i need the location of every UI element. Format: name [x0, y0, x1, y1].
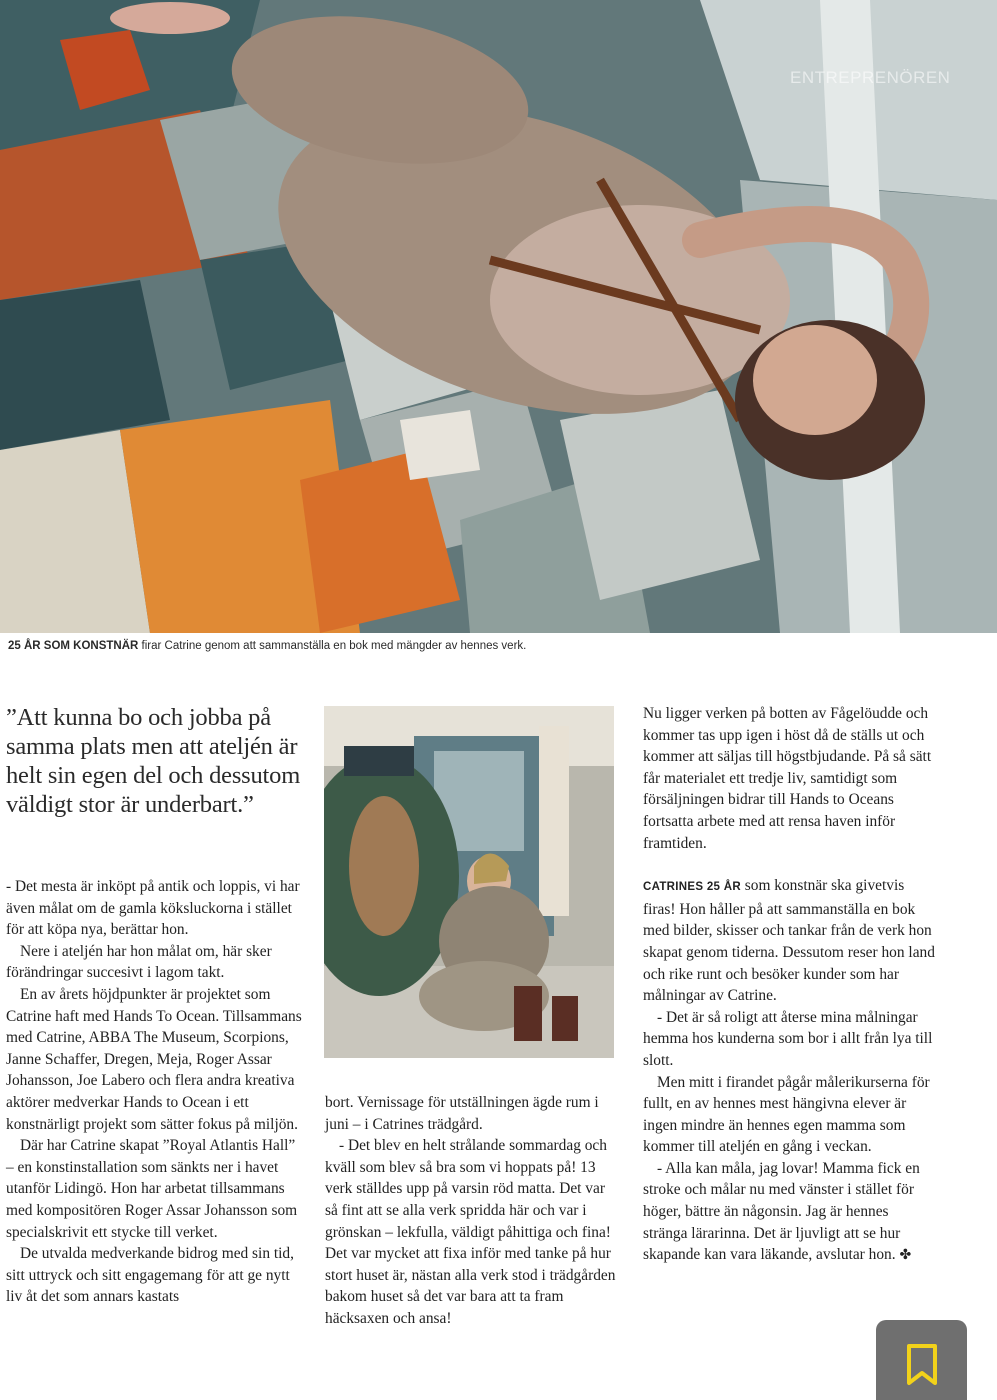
- paragraph: - Det mesta är inköpt på antik och loppis, vi har även målat om de gamla köksluckorna i stället för att köpa nya, berättar hon.: [6, 878, 300, 939]
- paragraph: Där har Catrine skapat ”Royal Atlantis Hall” – en konstinstallation som sänkts ner i havet utanför Lidingö. Hon har arbetat tillsammans med kompositören Roger Assar Johansson som specialskrivit ett stycke till verket.: [6, 1137, 298, 1241]
- hero-photo: [0, 0, 997, 633]
- article-column-1: [6, 876, 306, 1308]
- paragraph: - Det är så roligt att återse mina målningar hemma hos kunderna som bor i allt från lya till slott.: [643, 1008, 933, 1069]
- paragraph: - Det blev en helt strålande sommardag och kväll som blev så bra som vi hoppats på! 13 verk ställdes upp på varsin röd matta. Det var så fint att se alla verk spridda här och var i grönskan – lekfulla, väldigt påhittiga och fina! Det var mycket att fixa inför med tanke på hur stort huset är, nästan alla verk stod i trädgården bakom huset så det var bara att ta fram häcksaxen och ansa!: [325, 1137, 616, 1327]
- paragraph: Nere i ateljén har hon målat om, här sker förändringar succesivt i lagom takt.: [6, 942, 272, 982]
- article-column-3: [643, 703, 935, 1267]
- inline-photo: [324, 706, 614, 1058]
- paragraph-rest: som konstnär ska givetvis firas! Hon håller på att sammanställa en bok med bilder, skisser och tankar från de verk hon skapat genom tiderna. Dessutom reser hon land och rike runt och besöker kunder som har målningar av Catrine.: [643, 877, 935, 1005]
- section-label: ENTREPRENÖREN: [790, 68, 951, 87]
- lead-caps: CATRINES 25 ÅR: [643, 881, 741, 894]
- pull-quote: ”Att kunna bo och jobba på samma plats men att ateljén är helt sin egen del och dessutom väldigt stor är underbart.”: [6, 704, 301, 818]
- bookmark-icon: [905, 1343, 939, 1387]
- photo-caption: [8, 640, 988, 652]
- paragraph-text: - Alla kan måla, jag lovar! Mamma fick en stroke och målar nu med vänster i stället för höger, bättre än någonsin. Jag är hennes stränga lärarinna. Det är ljuvligt att se hur skapande kan vara läkande, avslutar hon.: [643, 1159, 920, 1264]
- paragraph: En av årets höjdpunkter är projektet som Catrine haft med Hands To Ocean. Tillsammans med Catrine, ABBA The Museum, Scorpions, Janne Schaffer, Dregen, Meja, Roger Assar Johansson, Joe Labero och flera andra kreativa aktörer medverkar Hands to Ocean i ett konstnärligt projekt som sätter fokus på miljön.: [6, 985, 302, 1133]
- paragraph: bort. Vernissage för utställningen ägde rum i juni – i Catrines trädgård.: [325, 1094, 599, 1133]
- caption-text: firar Catrine genom att sammanställa en bok med mängder av hennes verk.: [138, 640, 527, 652]
- caption-lead: 25 ÅR SOM KONSTNÄR: [8, 640, 139, 652]
- paragraph: [643, 1158, 935, 1267]
- hero-photo-illustration: [0, 0, 997, 633]
- article-column-2: [325, 1092, 617, 1330]
- paragraph-with-lead: [643, 875, 935, 1007]
- paragraph: Nu ligger verken på botten av Fågelöudde och kommer tas upp igen i höst då de ställs ut och kommer att säljas till högstbjudande. På så sätt får materialet ett tredje liv, samtidigt som försäljningen bidrar till Hands to Oceans fortsatta arbete med att rensa haven inför framtiden.: [643, 705, 932, 852]
- bookmark-button[interactable]: [876, 1320, 967, 1400]
- end-mark: ✤: [899, 1248, 912, 1264]
- inline-photo-illustration: [324, 706, 614, 1058]
- paragraph: De utvalda medverkande bidrog med sin tid, sitt uttryck och sitt engagemang för att ge nytt liv åt det som annars kastats: [6, 1245, 294, 1306]
- paragraph: Men mitt i firandet pågår målerikurserna för fullt, en av hennes mest hängivna elever är ingen mindre än hennes egen mamma som kommer till ateljén en gång i veckan.: [643, 1073, 930, 1156]
